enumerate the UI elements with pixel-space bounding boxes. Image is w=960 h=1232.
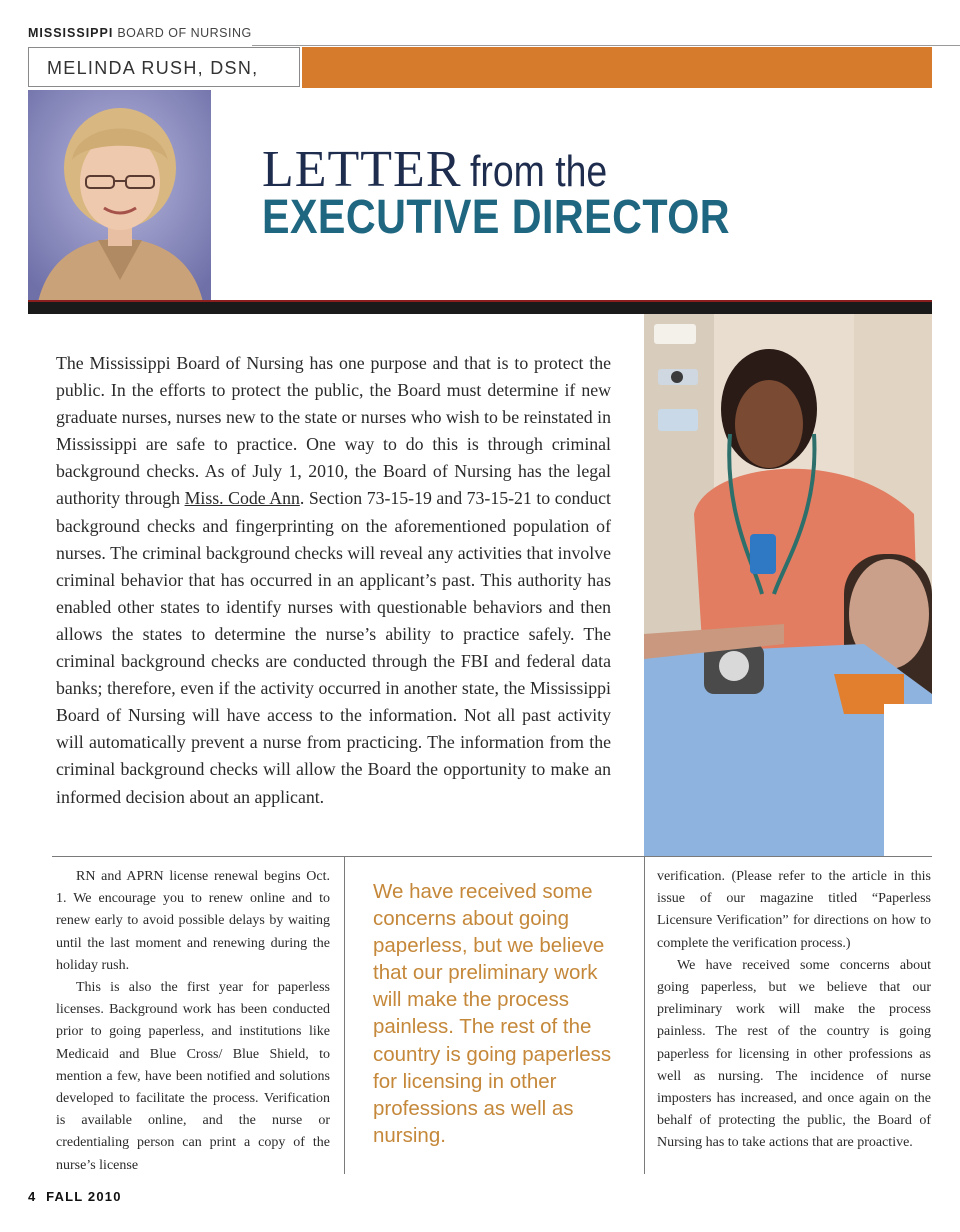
column-1-paragraph-2: This is also the first year for paperless licenses. Background work has been conducted prior to going paperless, and institutions like Medicaid and Blue Cross/ Blue Shield, to mention a few, have been notified and solutions developed to facilitate the process. Verification is available online, and the nurse or credentialing person can print a copy of the nurse’s license: [56, 980, 330, 1173]
column-divider-1: [344, 856, 345, 1174]
org-name-bold: MISSISSIPPI: [28, 26, 114, 40]
column-1-paragraph-1: RN and APRN license renewal begins Oct. 1. We encourage you to renew online and to renew early to avoid possible delays by waiting until the last moment and renewing during the holiday rush.: [56, 869, 330, 973]
column-3-paragraph-1: verification. (Please refer to the article in this issue of our magazine titled “Paperless Licensure Verification” for directions on how to complete the verification process.): [657, 869, 931, 951]
column-divider-2: [644, 856, 645, 1174]
title-letter: LETTER: [262, 141, 462, 198]
lead-paragraph: [56, 350, 611, 811]
body-column-1: [56, 866, 330, 1177]
org-name-rest: BOARD OF NURSING: [117, 26, 252, 40]
code-citation: Miss. Code Ann: [184, 488, 300, 509]
author-portrait: [28, 90, 211, 302]
lead-text-1: The Mississippi Board of Nursing has one purpose and that is to protect the public. In the efforts to protect the public, the Board must determine if new graduate nurses, nurses new to the state or nurses who wish to be reinstated in Mississippi are safe to practice. One way to do this is through criminal background checks. As of July 1, 2010, the Board of Nursing has the legal authority through: [56, 353, 611, 509]
page-footer: [28, 1189, 122, 1204]
column-3-paragraph-2: We have received some concerns about going paperless, but we believe that our preliminary work will make the process painless. The rest of the country is going paperless for licensing in other professions as well as nursing. The incidence of nurse imposters has increased, and once again on the behalf of protecting the public, the Board of Nursing has to take actions that are proactive.: [657, 957, 931, 1151]
issue-label: FALL 2010: [46, 1189, 122, 1204]
nurse-patient-photo: [644, 314, 932, 856]
author-name: MELINDA RUSH, DSN,: [28, 47, 300, 87]
columns-top-rule: [52, 856, 932, 857]
title-line-2: EXECUTIVE DIRECTOR: [262, 191, 731, 244]
pull-quote: We have received some concerns about going paperless, but we believe that our preliminary work will make the process painless. The rest of the country is going paperless for licensing in other professions as well as nursing.: [373, 880, 612, 1147]
divider-band: [28, 300, 932, 314]
publication-header: [28, 26, 252, 40]
body-column-3: [657, 866, 931, 1155]
lead-text-2: . Section 73-15-19 and 73-15-21 to conduct background checks and fingerprinting on the aforementioned population of nurses. The criminal background checks will reveal any activities that involve criminal behavior that has occurred in an applicant’s past. This authority has enabled other states to identify nurses with questionable behaviors and then allows the states to determine the nurse’s ability to practice safely. The criminal background checks are conducted through the FBI and federal data banks; therefore, even if the activity occurred in another state, the Mississippi Board of Nursing will have access to the information. Not all past activity will automatically prevent a nurse from practicing. The information from the criminal background checks will allow the Board the opportunity to make an informed decision about an applicant.: [56, 488, 611, 807]
header-rule: [252, 45, 960, 46]
accent-bar: [302, 47, 932, 88]
page-number: 4: [28, 1189, 37, 1204]
title-from-the: from the: [469, 147, 607, 196]
